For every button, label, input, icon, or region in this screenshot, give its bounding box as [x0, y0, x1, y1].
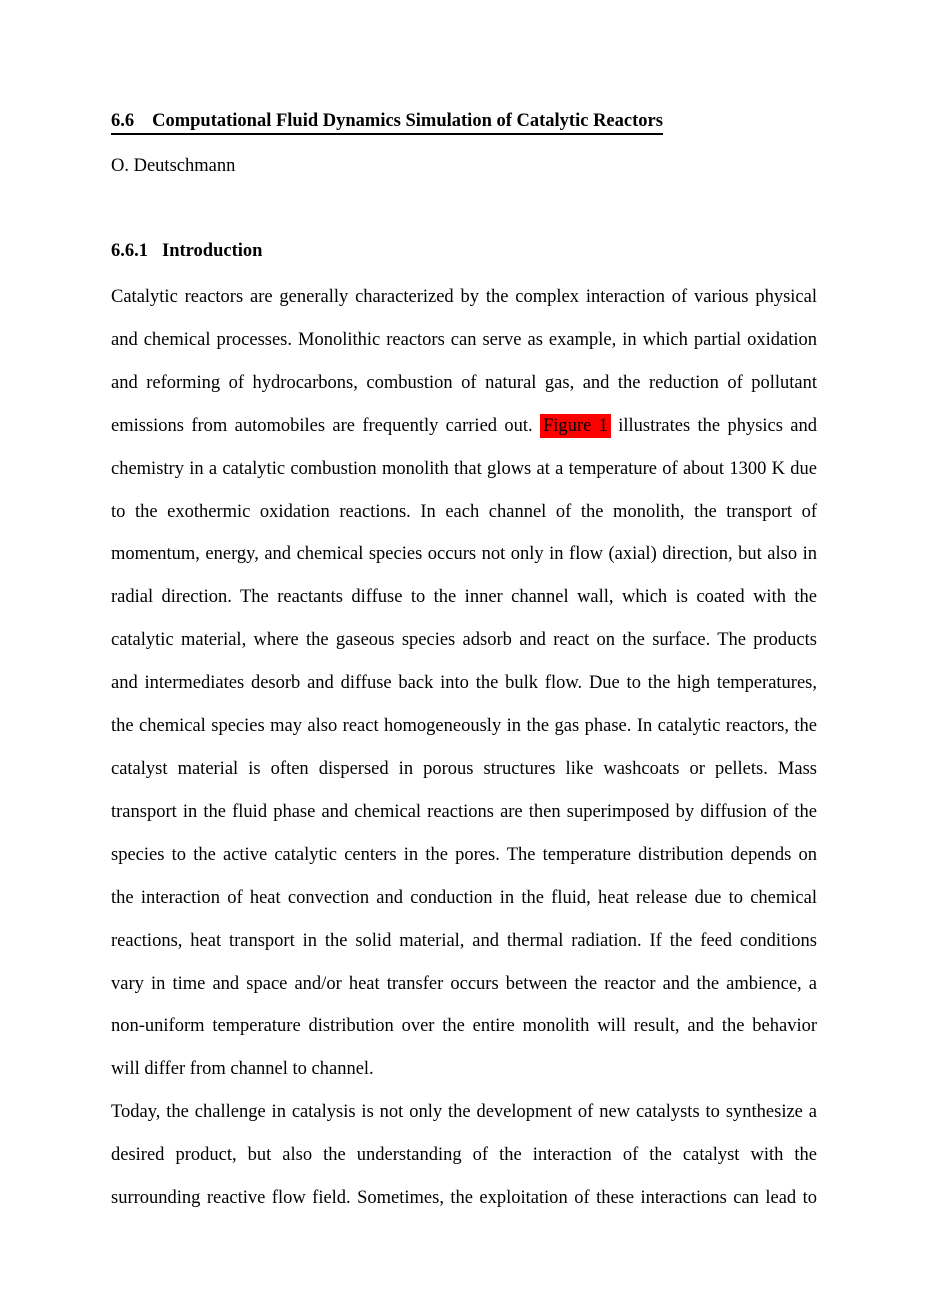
- subsection-title: Introduction: [162, 241, 263, 261]
- figure-reference-highlight: Figure 1: [540, 414, 611, 438]
- body-line: radial direction. The reactants diffuse to the inner channel wall, which is coated with the: [111, 587, 817, 608]
- body-line: Today, the challenge in catalysis is not only the development of new catalysts to synthesize a: [111, 1102, 817, 1123]
- body-line: the interaction of heat convection and conduction in the fluid, heat release due to chemical: [111, 887, 817, 908]
- subsection-heading: [111, 241, 262, 262]
- body-text: [111, 276, 817, 1220]
- author-line: O. Deutschmann: [111, 156, 236, 176]
- body-line: vary in time and space and/or heat transfer occurs between the reactor and the ambience, a: [111, 973, 817, 994]
- body-line: the chemical species may also react homogeneously in the gas phase. In catalytic reactors, the: [111, 716, 817, 737]
- body-line: catalytic material, where the gaseous species adsorb and react on the surface. The products: [111, 630, 817, 651]
- body-line: transport in the fluid phase and chemical reactions are then superimposed by diffusion of the: [111, 801, 817, 822]
- body-line: catalyst material is often dispersed in porous structures like washcoats or pellets. Mass: [111, 758, 817, 779]
- body-line: reactions, heat transport in the solid material, and thermal radiation. If the feed conditions: [111, 930, 817, 951]
- section-heading: [111, 111, 663, 132]
- body-line: species to the active catalytic centers in the pores. The temperature distribution depends on: [111, 844, 817, 865]
- body-line: momentum, energy, and chemical species occurs not only in flow (axial) direction, but also in: [111, 544, 817, 565]
- body-line: and reforming of hydrocarbons, combustion of natural gas, and the reduction of pollutant: [111, 372, 817, 393]
- section-heading-underline: [111, 111, 663, 135]
- body-line: and chemical processes. Monolithic reactors can serve as example, in which partial oxidation: [111, 329, 817, 350]
- body-line: to the exothermic oxidation reactions. In each channel of the monolith, the transport of: [111, 501, 817, 522]
- body-line: and intermediates desorb and diffuse back into the bulk flow. Due to the high temperatures,: [111, 673, 817, 694]
- body-line: [111, 405, 817, 448]
- body-line-segment: emissions from automobiles are frequently carried out.: [111, 415, 540, 436]
- body-line: chemistry in a catalytic combustion monolith that glows at a temperature of about 1300 K due: [111, 458, 817, 479]
- body-line: desired product, but also the understanding of the interaction of the catalyst with the: [111, 1145, 817, 1166]
- body-line-segment: illustrates the physics and: [610, 415, 817, 436]
- body-line: surrounding reactive flow field. Sometimes, the exploitation of these interactions can lead to: [111, 1188, 817, 1209]
- subsection-number: 6.6.1: [111, 241, 148, 261]
- body-line: Catalytic reactors are generally characterized by the complex interaction of various physical: [111, 287, 817, 307]
- section-number: 6.6: [111, 111, 135, 131]
- body-line: non-uniform temperature distribution over the entire monolith will result, and the behavior: [111, 1016, 817, 1037]
- section-title: Computational Fluid Dynamics Simulation of Catalytic Reactors: [152, 111, 663, 131]
- body-line: will differ from channel to channel.: [111, 1059, 374, 1080]
